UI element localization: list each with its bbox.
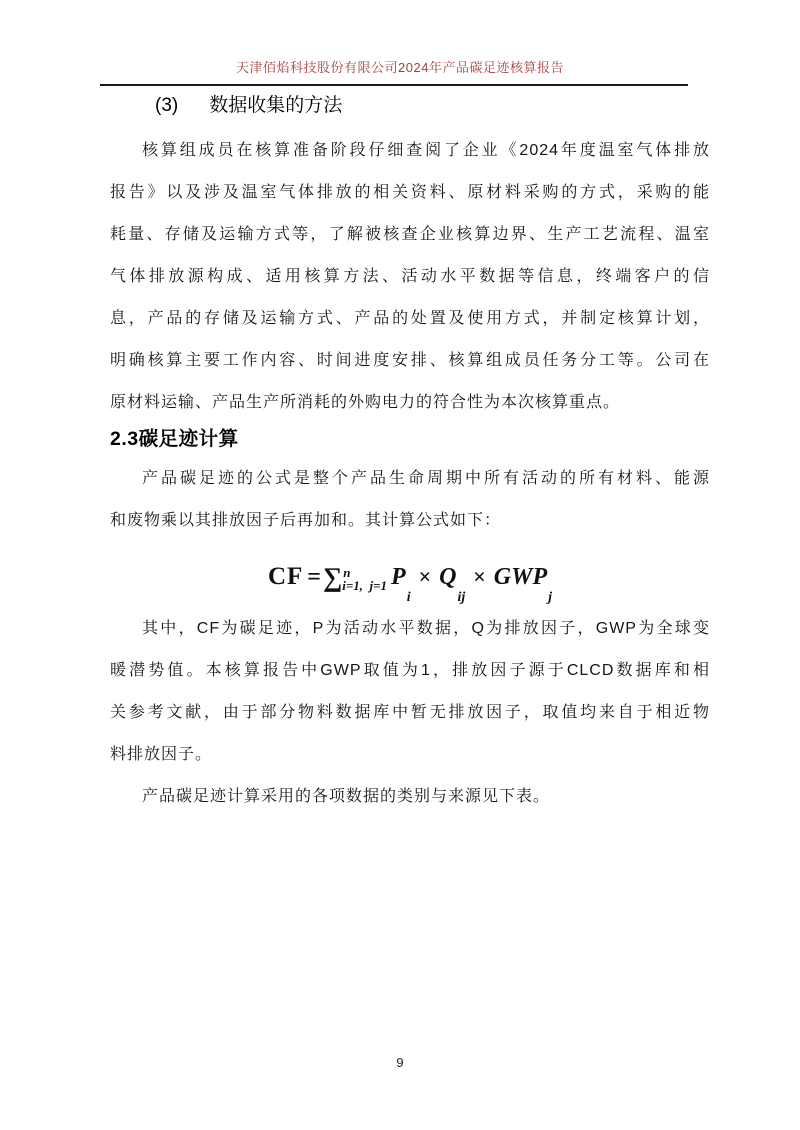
section-3-title: 数据收集的方法 [209,95,343,116]
formula-q: Q [439,563,457,590]
page-number: 9 [396,1055,404,1070]
paragraph-data-collection [110,130,710,424]
text-line: 产品碳足迹计算采用的各项数据的类别与来源见下表。 [142,788,551,805]
header-rule [100,84,688,86]
formula-p: P [391,563,406,590]
sigma-symbol: ∑ [322,561,343,592]
text-line: 料排放因子。 [110,746,213,763]
page-content [110,92,710,818]
formula-p-subscript: i [406,590,411,605]
text-line: 明确核算主要工作内容、时间进度安排、核算组成员任务分工等。公司在 [110,352,710,369]
paragraph-table-reference [110,776,710,818]
sigma-lower-limit: i=1, j=1 [342,578,388,593]
multiply-sign: × [473,564,486,589]
text-line: 和废物乘以其排放因子后再加和。其计算公式如下： [110,512,502,529]
carbon-footprint-formula [110,554,710,605]
formula-q-subscript: ij [457,590,466,605]
text-line: 产品碳足迹的公式是整个产品生命周期中所有活动的所有材料、能源 [142,470,710,487]
section-3-numbering: (3) [155,95,179,116]
text-line: 暖潜势值。本核算报告中GWP取值为1，排放因子源于CLCD数据库和相 [110,662,710,679]
sigma-upper-limit: n [343,565,351,580]
paragraph-formula-explanation [110,608,710,776]
text-line: 气体排放源构成、适用核算方法、活动水平数据等信息，终端客户的信 [110,268,710,285]
formula-cf: CF [267,563,304,590]
text-line: 原材料运输、产品生产所消耗的外购电力的符合性为本次核算重点。 [110,394,621,411]
formula-equals: = [307,563,321,590]
multiply-sign: × [418,564,432,589]
text-line: 关参考文献，由于部分物料数据库中暂无排放因子，取值均来自于相近物 [110,704,710,721]
text-line: 报告》以及涉及温室气体排放的相关资料、原材料采购的方式，采购的能 [110,184,710,201]
sigma-limits [342,566,387,592]
formula-gwp: GWP [493,563,548,590]
text-line: 耗量、存储及运输方式等，了解被核查企业核算边界、生产工艺流程、温室 [110,226,710,243]
text-line: 息，产品的存储及运输方式、产品的处置及使用方式，并制定核算计划， [110,310,710,327]
paragraph-formula-intro [110,458,710,542]
section-2-3-heading: 2.3碳足迹计算 [110,428,239,450]
page-header-title: 天津佰焰科技股份有限公司2024年产品碳足迹核算报告 [236,60,564,75]
section-3-heading [155,92,710,120]
text-line: 核算组成员在核算准备阶段仔细查阅了企业《2024年度温室气体排放 [142,142,710,159]
text-line: 其中，CF为碳足迹，P为活动水平数据，Q为排放因子，GWP为全球变 [142,620,710,637]
formula-gwp-subscript: j [548,590,553,605]
